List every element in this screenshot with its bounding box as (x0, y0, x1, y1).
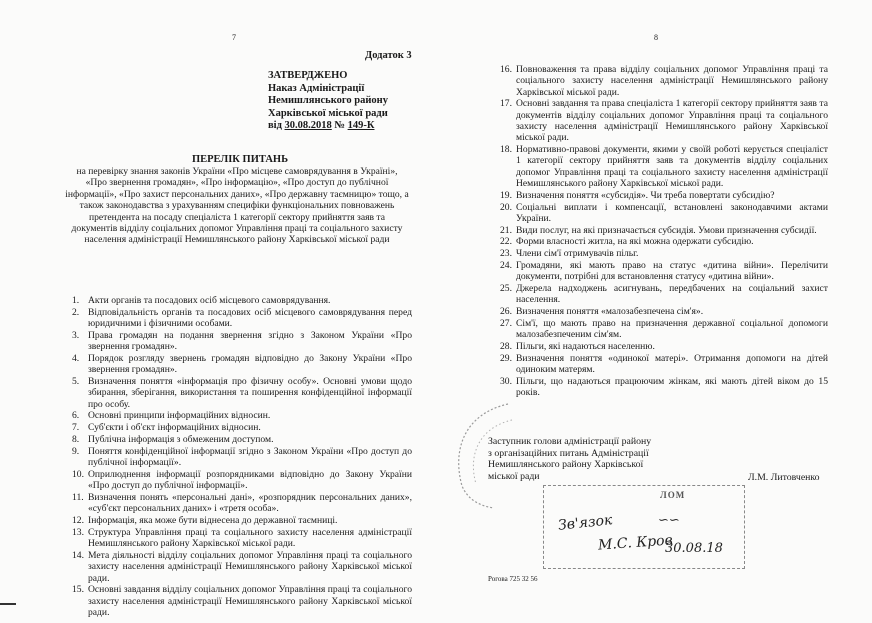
item-number: 15. (72, 584, 84, 596)
question-list-left (72, 295, 412, 619)
list-item (500, 341, 828, 352)
list-item (72, 295, 412, 306)
item-number: 30. (500, 376, 512, 388)
item-number: 10. (72, 468, 84, 480)
list-item (72, 527, 412, 550)
item-number: 7. (72, 422, 80, 434)
subtitle-line: «Про звернення громадян», «Про інформацію», «Про доступ до публічної (85, 177, 389, 189)
item-text: Громадяни, які мають право на статус «дитина війни». Перелічити документи, потрібні для встановлення статусу «дитина війни». (516, 260, 828, 283)
item-number: 8. (72, 434, 80, 446)
signer-title-line: міської ради (488, 470, 540, 482)
item-number: 27. (500, 318, 512, 330)
item-number: 4. (72, 352, 80, 364)
list-item (72, 584, 412, 618)
item-number: 6. (72, 410, 80, 422)
list-item (72, 376, 412, 410)
list-item (72, 410, 412, 421)
item-text: Порядок розгляду звернень громадян відповідно до Закону України «Про звернення громадян». (88, 352, 412, 376)
subtitle-line: на перевірку знання законів України «Про місцеве самоврядування в Україні», (76, 166, 398, 177)
list-item (72, 434, 412, 445)
handwritten-note: М.С. Кров (597, 532, 674, 554)
item-text: Нормативно-правові документи, якими у своїй роботі керується спеціаліст 1 категорії сектору прийняття заяв та документів відділу соціальних допомог Управління праці та соціального захисту населення адміністрації Немишлянського району Харківської міської ради. (516, 144, 828, 189)
item-number: 16. (500, 64, 512, 75)
list-item (500, 190, 828, 201)
item-text: Основні завдання відділу соціальних допомог Управління праці та соціального захисту населення адміністрації Немишлянського району Харківської міської ради. (88, 584, 412, 619)
list-item (500, 236, 828, 247)
item-text: Визначення поняття «малозабезпечена сім'я». (516, 306, 704, 318)
approval-date-line (268, 120, 388, 133)
item-text: Відповідальність органів та посадових осіб місцевого самоврядування перед юридичними і фізичними особами. (88, 306, 412, 330)
item-number: 3. (72, 329, 80, 341)
list-item (500, 353, 828, 376)
date-prefix: від (268, 120, 285, 131)
item-number: 29. (500, 352, 512, 364)
signer-title-line: Заступник голови адміністрації району (488, 436, 652, 447)
signer-title-line: з організаційних питань Адміністрації (488, 447, 649, 459)
list-item (72, 307, 412, 330)
item-text: Джерела надходжень асигнувань, передбачених на соціальний захист населення. (516, 283, 828, 306)
item-text: Структура Управління праці та соціального захисту населення адміністрації Немишлянського району Харківської міської ради. (88, 526, 412, 550)
addendum-label: Додаток 3 (365, 50, 412, 61)
list-item (500, 318, 828, 341)
approval-line: Наказ Адміністрації (268, 82, 365, 94)
item-number: 22. (500, 236, 512, 248)
document-subtitle (48, 166, 426, 246)
list-item (72, 422, 412, 433)
item-number: 20. (500, 201, 512, 213)
item-number: 18. (500, 144, 512, 156)
item-number: 21. (500, 224, 512, 236)
order-number: 149-К (347, 120, 375, 131)
item-number: 26. (500, 306, 512, 318)
list-item (500, 64, 828, 98)
item-text: Пільги, які надаються населенню. (516, 341, 655, 353)
list-item (500, 225, 828, 236)
item-text: Права громадян на подання звернення згідно з Законом України «Про звернення громадян». (88, 329, 412, 353)
item-number: 1. (72, 295, 80, 306)
item-text: Основні принципи інформаційних відносин. (88, 410, 271, 422)
item-number: 19. (500, 189, 512, 201)
item-number: 5. (72, 376, 80, 388)
item-text: Публічна інформація з обмеженим доступом. (88, 434, 274, 446)
list-item (500, 144, 828, 189)
item-text: Види послуг, на які призначається субсидія. Умови призначення субсидії. (516, 224, 817, 236)
item-text: Суб'єкти і об'єкт інформаційних відносин. (88, 422, 261, 434)
item-text: Пільги, що надаються працюючим жінкам, які мають дітей віком до 15 років. (516, 376, 828, 399)
number-sign: № (331, 120, 348, 131)
approval-line: Немишлянського району (268, 95, 388, 106)
margin-mark (0, 603, 16, 605)
list-item (72, 492, 412, 515)
order-date: 30.08.2018 (284, 120, 332, 131)
signer-title-line: Немишлянського району Харківської (488, 459, 644, 470)
item-text: Визначення поняття «інформація про фізичну особу». Основні умови щодо збирання, зберігання, використання та поширення конфіденційної інформації про особу. (88, 376, 412, 410)
item-number: 17. (500, 98, 512, 110)
list-item (72, 469, 412, 492)
list-item (72, 353, 412, 376)
list-item (72, 330, 412, 353)
item-text: Повноваження та права відділу соціальних допомог Управління праці та соціального захисту населення адміністрації Немишлянського району Харківської міської ради. (516, 64, 828, 98)
item-text: Визначення понять «персональні дані», «розпорядник персональних даних», «суб'єкт персональних даних» і «третя особа». (88, 492, 412, 515)
approval-heading: ЗАТВЕРДЖЕНО (268, 70, 348, 81)
page-footer: Рогова 725 32 56 (488, 575, 538, 583)
item-text: Члени сім'ї отримувачів пільг. (516, 248, 639, 260)
item-number: 9. (72, 445, 80, 457)
item-text: Визначення поняття «субсидія». Чи треба повертати субсидію? (516, 189, 775, 201)
item-text: Акти органів та посадових осіб місцевого самоврядування. (88, 295, 331, 306)
list-item (72, 446, 412, 469)
item-text: Визначення поняття «одинокої матері». Отримання допомоги на дітей одиноким матерям. (516, 352, 828, 376)
page-number: 8 (654, 33, 658, 42)
handwritten-signature: ∽∽ (658, 513, 680, 528)
approval-block (268, 70, 388, 133)
subtitle-line: населення адміністрації Немишлянського району Харківської міської ради (84, 234, 390, 246)
item-number: 11. (72, 492, 84, 504)
subtitle-line: документів відділу соціальних допомог Управління праці та соціального захисту (71, 223, 403, 235)
list-item (500, 376, 828, 399)
item-text: Сім'ї, що мають право на призначення державної соціальної допомоги малозабезпеченим сім'ям. (516, 318, 828, 341)
list-item (500, 202, 828, 225)
item-number: 13. (72, 526, 84, 538)
signer-block (488, 436, 651, 482)
list-item (500, 98, 828, 143)
question-list-right (500, 64, 828, 399)
item-text: Інформація, яка може бути віднесена до державної таємниці. (88, 515, 338, 527)
item-text: Основні завдання та права спеціаліста 1 категорії сектору прийняття заяв та документів відділу соціальних допомог Управління праці та соціального захисту населення адміністрації Немишлянського району Харківської міської ради. (516, 98, 828, 144)
handwritten-date: 30.08.18 (665, 541, 723, 556)
item-number: 25. (500, 283, 512, 295)
signer-name: Л.М. Литовченко (748, 472, 820, 483)
item-number: 23. (500, 248, 512, 260)
list-item (500, 260, 828, 283)
item-number: 14. (72, 550, 84, 562)
subtitle-line: претендента на посаду спеціаліста 1 категорії сектору прийняття заяв та (88, 211, 385, 223)
list-item (72, 550, 412, 584)
stamp-text: ЛОМ (660, 490, 686, 500)
document-title: ПЕРЕЛІК ПИТАНЬ (191, 154, 289, 165)
page-number: 7 (232, 33, 236, 42)
list-item (500, 283, 828, 306)
approval-line: Харківської міської ради (268, 107, 388, 119)
item-text: Поняття конфіденційної інформації згідно з Законом України «Про доступ до публічної інформації». (88, 445, 412, 469)
item-text: Мета діяльності відділу соціальних допомог Управління праці та соціального захисту населення адміністрації Немишлянського району Харківської міської ради. (88, 550, 412, 584)
item-number: 12. (72, 515, 84, 527)
list-item (72, 515, 412, 526)
item-number: 28. (500, 341, 512, 353)
handwritten-note: Зв'язок (557, 512, 614, 534)
item-text: Соціальні виплати і компенсації, встановлені законодавчими актами України. (516, 201, 828, 224)
subtitle-line: також законодавства з урахуванням специфіки функціональних повноважень (79, 200, 395, 212)
item-text: Оприлюднення інформації розпорядниками відповідно до Закону України «Про доступ до публічної інформації». (88, 468, 412, 492)
list-item (500, 306, 828, 317)
item-number: 2. (72, 306, 80, 318)
item-text: Форми власності житла, на які можна одержати субсидію. (516, 236, 754, 248)
list-item (500, 248, 828, 259)
item-number: 24. (500, 260, 512, 272)
subtitle-line: інформації», «Про захист персональних даних», «Про державну таємницю» тощо, а (65, 188, 409, 200)
